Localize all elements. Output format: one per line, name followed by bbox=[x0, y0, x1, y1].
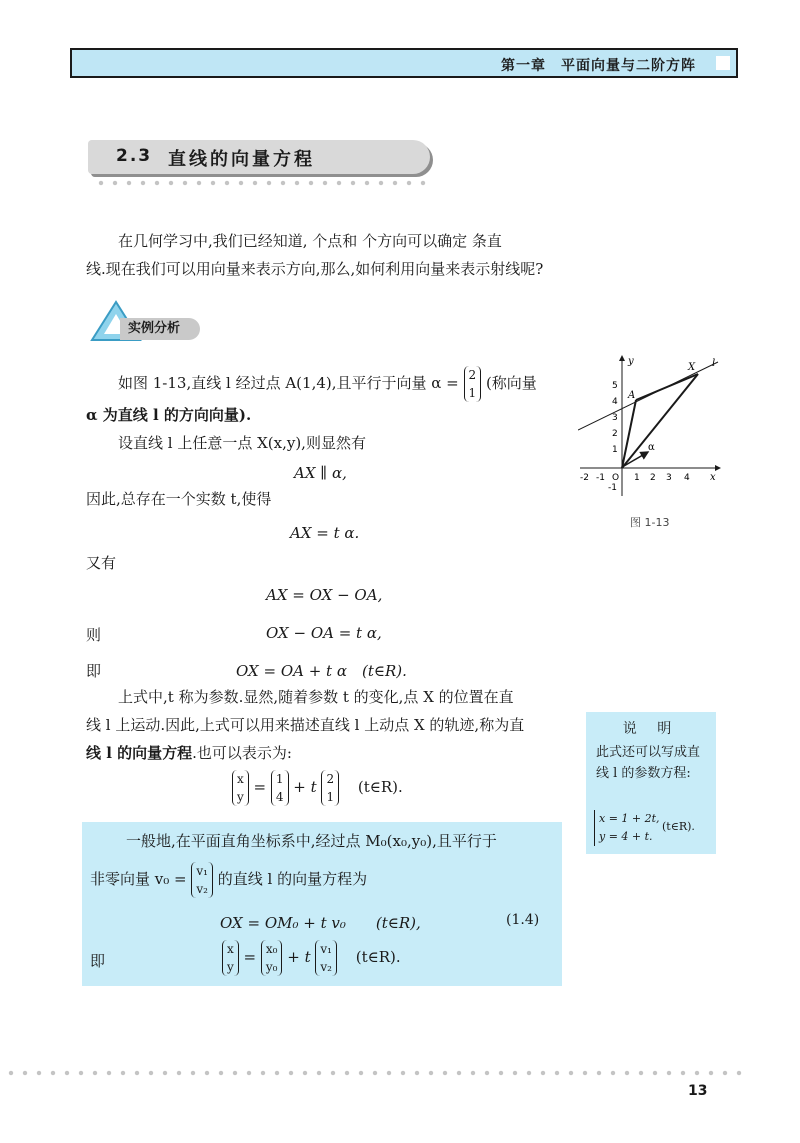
y-axis-label: y bbox=[628, 356, 634, 367]
s-y: y bbox=[227, 960, 234, 974]
side-note bbox=[586, 712, 716, 854]
alpha-top: 2 bbox=[468, 368, 477, 382]
y-tick-2: 2 bbox=[612, 429, 618, 439]
matrix-14 bbox=[271, 770, 289, 806]
summary-line-1: 一般地,在平面直角坐标系中,经过点 M₀(x₀,y₀),且平行于 bbox=[126, 832, 497, 850]
s-x: x bbox=[227, 942, 234, 956]
equation-ox-param: OX = OA + t α (t∈R). bbox=[236, 662, 407, 680]
equation-parallel: AX ∥ α, bbox=[294, 464, 347, 482]
v2: v₂ bbox=[196, 882, 208, 896]
summary-matrix-eq: x y = x₀ y₀ + t v₁ v₂ (t∈R). bbox=[222, 940, 401, 976]
x-tick-4: 4 bbox=[684, 473, 690, 483]
note-title: 说 明 bbox=[622, 721, 680, 737]
s-x0: x₀ bbox=[265, 942, 278, 956]
alpha-vector-matrix bbox=[464, 366, 482, 402]
s-matrix-xy bbox=[222, 940, 239, 976]
m-x: x bbox=[237, 772, 244, 786]
example-analysis-badge: 实例分析 bbox=[120, 318, 200, 340]
y-tick-4: 4 bbox=[612, 397, 618, 407]
v1: v₁ bbox=[196, 864, 208, 878]
vector-alpha bbox=[624, 452, 648, 466]
p5-bold-term: 线 l 的向量方程 bbox=[86, 744, 193, 762]
summary-line-2 bbox=[90, 862, 367, 898]
body-p2: 设直线 l 上任意一点 X(x,y),则显然有 bbox=[118, 434, 366, 452]
alpha-bottom: 1 bbox=[468, 386, 477, 400]
point-x-label: X bbox=[688, 362, 696, 373]
v0-matrix bbox=[191, 862, 213, 898]
body-p5-line2: 线 l 上运动.因此,上式可以用来描述直线 l 上动点 X 的轨迹,称为直 bbox=[86, 716, 525, 734]
label-ji: 即 bbox=[86, 662, 102, 680]
s-matrix-suffix: (t∈R). bbox=[355, 948, 401, 966]
y-tick-1: 1 bbox=[612, 445, 618, 455]
matrix-21 bbox=[321, 770, 339, 806]
y-tick-neg1: -1 bbox=[608, 483, 617, 493]
s-v2: v₂ bbox=[320, 960, 332, 974]
equation-number: (1.4) bbox=[506, 912, 540, 928]
alpha-label: α bbox=[648, 442, 655, 453]
body-p3: 因此,总存在一个实数 t,使得 bbox=[86, 490, 272, 508]
note-eq-suffix: (t∈R). bbox=[662, 820, 695, 833]
m-1b: 1 bbox=[326, 790, 335, 804]
matrix-equation: x y = 1 4 + t 2 1 (t∈R). bbox=[232, 770, 403, 806]
body-p4: 又有 bbox=[86, 554, 117, 572]
label-ze: 则 bbox=[86, 626, 102, 644]
s-matrix-v bbox=[315, 940, 337, 976]
figure-caption: 图 1-13 bbox=[630, 516, 670, 529]
m-4: 4 bbox=[275, 790, 284, 804]
note-eq-bottom: y = 4 + t. bbox=[599, 830, 653, 843]
section-heading bbox=[88, 140, 430, 174]
summary-ji-label: 即 bbox=[90, 952, 106, 970]
line-l-label: l bbox=[712, 358, 716, 369]
summary-box bbox=[82, 822, 562, 986]
matrix-xy bbox=[232, 770, 249, 806]
section-dot-divider bbox=[94, 180, 430, 186]
m-2: 2 bbox=[326, 772, 335, 786]
equation-ox-oa: OX − OA = t α, bbox=[266, 624, 382, 642]
s-v1: v₁ bbox=[320, 942, 332, 956]
summary-text-b: 的直线 l 的向量方程为 bbox=[217, 870, 368, 888]
summary-text-a: 非零向量 v₀ = bbox=[90, 870, 187, 888]
x-tick-3: 3 bbox=[666, 473, 672, 483]
footer-dot-divider bbox=[4, 1070, 744, 1076]
origin-label: O bbox=[612, 473, 620, 483]
body-p1-line2: α 为直线 l 的方向向量). bbox=[86, 406, 252, 424]
note-param-equations bbox=[594, 810, 660, 846]
p1-text-b: (称向量 bbox=[485, 374, 537, 392]
m-y: y bbox=[237, 790, 244, 804]
vector-ox bbox=[622, 374, 698, 468]
equation-ax-ox-oa: AX = OX − OA, bbox=[266, 586, 383, 604]
x-tick-2: 2 bbox=[650, 473, 656, 483]
p1-text-a: 如图 1-13,直线 l 经过点 A(1,4),且平行于向量 α = bbox=[118, 374, 459, 392]
summary-equation: OX = OM₀ + t v₀ (t∈R), bbox=[220, 914, 421, 932]
note-eq-top: x = 1 + 2t, bbox=[599, 812, 660, 825]
x-tick-neg2: -2 bbox=[580, 473, 589, 483]
header-corner-square bbox=[716, 56, 730, 70]
section-number: 2.3 bbox=[116, 146, 153, 166]
point-a-label: A bbox=[628, 390, 636, 401]
intro-line-1: 在几何学习中,我们已经知道, 个点和 个方向可以确定 条直 bbox=[118, 232, 502, 250]
body-p5-line1: 上式中,t 称为参数.显然,随着参数 t 的变化,点 X 的位置在直 bbox=[118, 688, 514, 706]
x-tick-neg1: -1 bbox=[596, 473, 605, 483]
page-number: 13 bbox=[688, 1083, 708, 1099]
y-tick-3: 3 bbox=[612, 413, 618, 423]
body-p5-line3 bbox=[86, 738, 292, 768]
section-title: 直线的向量方程 bbox=[168, 149, 315, 170]
s-y0: y₀ bbox=[265, 960, 278, 974]
x-axis-label: x bbox=[710, 472, 716, 483]
m-1: 1 bbox=[275, 772, 284, 786]
figure-1-13 bbox=[578, 352, 728, 502]
s-matrix-x0y0 bbox=[261, 940, 283, 976]
p5-tail: .也可以表示为: bbox=[192, 744, 292, 762]
y-tick-5: 5 bbox=[612, 381, 618, 391]
note-text: 此式还可以写成直线 l 的参数方程: bbox=[596, 745, 701, 781]
matrix-eq-suffix: (t∈R). bbox=[357, 778, 403, 796]
equation-ax-t-alpha: AX = t α. bbox=[290, 524, 360, 542]
intro-line-2: 线.现在我们可以用向量来表示方向,那么,如何利用向量来表示射线呢? bbox=[86, 260, 544, 278]
running-header bbox=[70, 48, 738, 78]
body-p1-line1 bbox=[118, 366, 537, 402]
x-tick-1: 1 bbox=[634, 473, 640, 483]
chapter-title: 第一章 平面向量与二阶方阵 bbox=[501, 58, 696, 74]
